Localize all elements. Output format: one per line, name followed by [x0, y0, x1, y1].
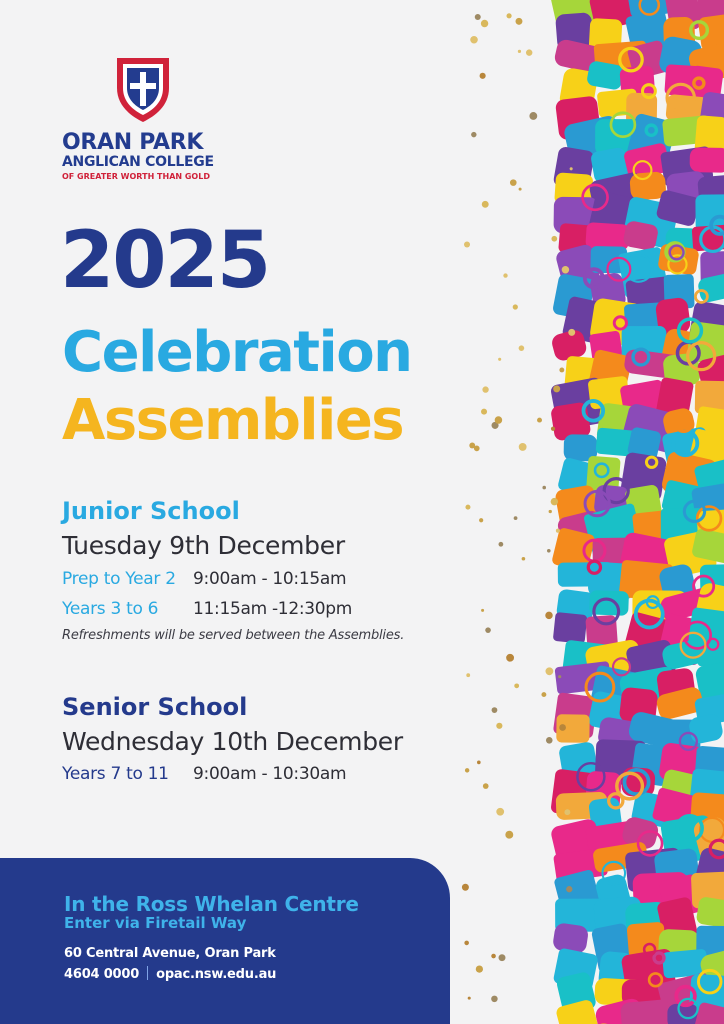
scattered-bead [547, 549, 551, 553]
scattered-bead [519, 443, 527, 451]
scattered-bead [480, 73, 486, 79]
logo-name-line2: ANGLICAN COLLEGE [62, 154, 214, 170]
senior-school-heading: Senior School [62, 693, 248, 721]
scattered-bead [551, 236, 557, 242]
scattered-bead [464, 242, 470, 248]
scattered-bead [476, 965, 483, 972]
scattered-bead [482, 386, 488, 392]
fabric-patch [553, 612, 588, 644]
junior-school-heading: Junior School [62, 497, 240, 525]
senior-school-date: Wednesday 10th December [62, 727, 403, 756]
scattered-bead [495, 416, 503, 424]
shield-cross-icon [113, 54, 173, 124]
scattered-bead [477, 761, 481, 765]
scattered-bead [556, 529, 560, 533]
venue-name: In the Ross Whelan Centre [64, 892, 359, 916]
logo-name-line1: ORAN PARK [62, 130, 204, 155]
scattered-bead [482, 201, 489, 208]
senior-row-label: Years 7 to 11 [62, 764, 169, 784]
scattered-bead [564, 809, 570, 815]
scattered-bead [568, 329, 575, 336]
scattered-bead [545, 612, 552, 619]
scattered-bead [475, 14, 481, 20]
scattered-bead [545, 667, 553, 675]
scattered-bead [468, 997, 471, 1000]
phone-number: 4604 0000 [64, 967, 140, 982]
scattered-bead [506, 654, 514, 662]
scattered-bead [558, 675, 561, 678]
scattered-bead [541, 692, 546, 697]
scattered-bead [518, 50, 521, 53]
scattered-bead [570, 167, 573, 170]
scattered-bead [551, 498, 558, 505]
scattered-bead [485, 627, 491, 633]
junior-row-label: Years 3 to 6 [62, 599, 159, 619]
scattered-bead [492, 707, 498, 713]
contact-line [64, 966, 276, 982]
scattered-bead [503, 273, 507, 277]
scattered-bead [526, 49, 532, 55]
scattered-bead [466, 673, 470, 677]
scattered-bead [513, 304, 518, 309]
scattered-bead [522, 557, 526, 561]
junior-row-time: 11:15am -12:30pm [193, 599, 353, 619]
scattered-bead [471, 132, 476, 137]
scattered-bead [551, 427, 555, 431]
scattered-bead [464, 941, 469, 946]
scattered-bead [465, 768, 469, 772]
scattered-bead [514, 516, 518, 520]
scattered-bead [496, 808, 504, 816]
event-title-line1: Celebration [62, 320, 412, 385]
scattered-bead [549, 510, 552, 513]
scattered-bead [499, 954, 506, 961]
venue-footer [0, 858, 450, 1024]
event-year: 2025 [60, 216, 270, 306]
scattered-bead [498, 542, 503, 547]
logo-motto: OF GREATER WORTH THAN GOLD [62, 172, 210, 181]
scattered-bead [483, 783, 489, 789]
divider [147, 966, 148, 980]
scattered-bead [562, 266, 569, 273]
scattered-bead [481, 20, 488, 27]
scattered-bead [515, 18, 522, 25]
scattered-bead [559, 368, 564, 373]
scattered-bead [465, 505, 470, 510]
fabric-patch [696, 896, 724, 929]
scattered-bead [479, 518, 483, 522]
scattered-bead [529, 112, 537, 120]
scattered-bead [514, 683, 519, 688]
junior-school-date: Tuesday 9th December [62, 531, 345, 560]
event-title-line2: Assemblies [62, 388, 404, 453]
scattered-bead [537, 418, 542, 423]
website-link[interactable]: opac.nsw.edu.au [156, 967, 277, 982]
venue-address: 60 Central Avenue, Oran Park [64, 946, 276, 961]
scattered-bead [566, 886, 572, 892]
scattered-bead [553, 385, 560, 392]
fabric-patch [690, 147, 724, 172]
refreshments-note: Refreshments will be served between the Assemblies. [62, 628, 405, 643]
venue-entry: Enter via Firetail Way [64, 914, 247, 932]
scattered-bead [498, 358, 501, 361]
scattered-bead [481, 409, 487, 415]
scattered-bead [474, 446, 480, 452]
scattered-bead [491, 954, 496, 959]
scattered-bead [546, 737, 553, 744]
scattered-bead [481, 609, 484, 612]
scattered-bead [559, 724, 566, 731]
scattered-bead [496, 723, 502, 729]
fabric-patch [620, 999, 671, 1024]
scattered-bead [462, 884, 469, 891]
junior-row-label: Prep to Year 2 [62, 569, 176, 589]
scattered-bead [519, 188, 522, 191]
scattered-bead [542, 486, 546, 490]
scattered-bead [470, 36, 478, 44]
junior-row-time: 9:00am - 10:15am [193, 569, 347, 589]
scattered-bead [519, 345, 525, 351]
scattered-bead [491, 996, 498, 1003]
scattered-bead [506, 13, 511, 18]
scattered-bead [510, 179, 517, 186]
scattered-bead [505, 831, 513, 839]
senior-row-time: 9:00am - 10:30am [193, 764, 347, 784]
